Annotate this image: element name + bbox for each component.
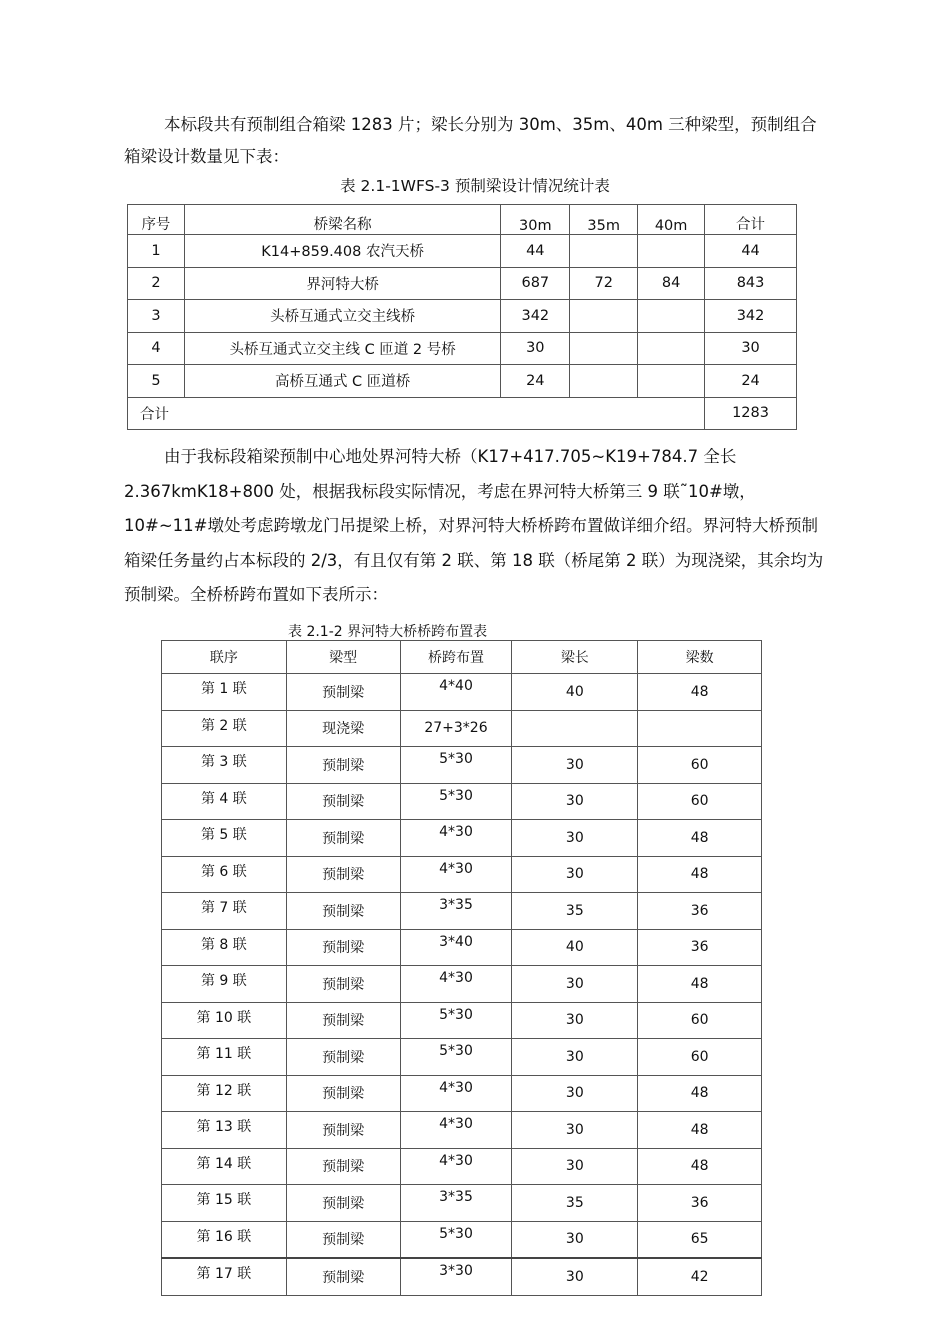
table2-cell: 第 3 联 bbox=[162, 747, 287, 784]
table1-cell: 头桥互通式立交主线 C 匝道 2 号桥 bbox=[184, 332, 500, 365]
table2-cell: 5*30 bbox=[400, 747, 512, 784]
table1-cell bbox=[570, 235, 638, 268]
table2-cell: 4*30 bbox=[400, 856, 512, 893]
table2-cell: 30 bbox=[512, 747, 638, 784]
table2-cell bbox=[638, 710, 762, 747]
table2-cell: 30 bbox=[512, 820, 638, 857]
table2-cell: 30 bbox=[512, 1258, 638, 1295]
table2-cell: 60 bbox=[638, 1002, 762, 1039]
table1-cell: 4 bbox=[128, 332, 185, 365]
table2-cell: 预制梁 bbox=[286, 893, 400, 930]
table1-cell: 44 bbox=[705, 235, 797, 268]
table2-cell: 预制梁 bbox=[286, 820, 400, 857]
table2-cell: 48 bbox=[638, 1112, 762, 1149]
table2-cell: 预制梁 bbox=[286, 1075, 400, 1112]
table2-header-cell: 联序 bbox=[162, 641, 287, 674]
table1-cell bbox=[570, 365, 638, 398]
table2-cell: 48 bbox=[638, 1148, 762, 1185]
table1-cell bbox=[570, 332, 638, 365]
table2-cell: 4*30 bbox=[400, 1112, 512, 1149]
table1-cell: 界河特大桥 bbox=[184, 267, 500, 300]
table1-header-cell: 桥梁名称 bbox=[184, 205, 500, 235]
table1-cell: 342 bbox=[705, 300, 797, 333]
table2-header-row bbox=[162, 641, 762, 674]
table2-cell: 预制梁 bbox=[286, 1039, 400, 1076]
table2-cell: 48 bbox=[638, 820, 762, 857]
table2-cell: 预制梁 bbox=[286, 1148, 400, 1185]
table2-row bbox=[162, 674, 762, 711]
table1-cell: 72 bbox=[570, 267, 638, 300]
table2-cell: 预制梁 bbox=[286, 783, 400, 820]
table1-cell: 5 bbox=[128, 365, 185, 398]
table2-row bbox=[162, 1075, 762, 1112]
table2-row bbox=[162, 783, 762, 820]
table1-cell: K14+859.408 农汽天桥 bbox=[184, 235, 500, 268]
table2-cell: 4*40 bbox=[400, 674, 512, 711]
table2-caption: 表 2.1-2 界河特大桥桥跨布置表 bbox=[288, 624, 488, 640]
table1-cell bbox=[638, 235, 705, 268]
table2-cell: 30 bbox=[512, 1148, 638, 1185]
table2-cell: 预制梁 bbox=[286, 1002, 400, 1039]
table2-header-cell: 梁数 bbox=[638, 641, 762, 674]
table2-row bbox=[162, 856, 762, 893]
table2-cell: 60 bbox=[638, 747, 762, 784]
table2-cell: 第 5 联 bbox=[162, 820, 287, 857]
table2-cell: 48 bbox=[638, 856, 762, 893]
body-paragraph: 由于我标段箱梁预制中心地处界河特大桥（K17+417.705~K19+784.7 全长 2.367kmK18+800 处，根据我标段实际情况，考虑在界河特大桥第三 9 联˜10#墩，10#~11#墩处考虑跨墩龙门吊提梁上桥，对界河特大桥桥跨布置做详细介绍。界河特大桥预制箱梁任务量约占本标段的 2/3，有且仅有第 2 联、第 18 联（桥尾第 2 联）为现浇梁，其余均为预制梁。全桥桥跨布置如下表所示： bbox=[124, 447, 824, 604]
table2-cell: 35 bbox=[512, 1185, 638, 1222]
table1-cell bbox=[638, 300, 705, 333]
table2-cell: 65 bbox=[638, 1221, 762, 1258]
table2-cell: 5*30 bbox=[400, 1039, 512, 1076]
table1-cell: 843 bbox=[705, 267, 797, 300]
table2-cell: 4*30 bbox=[400, 820, 512, 857]
table2-cell: 预制梁 bbox=[286, 674, 400, 711]
table1-cell: 30 bbox=[501, 332, 570, 365]
table2-cell bbox=[512, 710, 638, 747]
table1-row bbox=[128, 267, 797, 300]
table2-cell: 现浇梁 bbox=[286, 710, 400, 747]
table1-header-cell: 合计 bbox=[705, 205, 797, 235]
table2-cell: 第 17 联 bbox=[162, 1258, 287, 1295]
table2-header-cell: 桥跨布置 bbox=[400, 641, 512, 674]
table2-cell: 42 bbox=[638, 1258, 762, 1295]
table2-cell: 第 16 联 bbox=[162, 1221, 287, 1258]
table2-cell: 预制梁 bbox=[286, 1185, 400, 1222]
table1-row bbox=[128, 365, 797, 398]
table2-row bbox=[162, 929, 762, 966]
table1-cell bbox=[570, 300, 638, 333]
table2-cell: 第 12 联 bbox=[162, 1075, 287, 1112]
table1-cell: 44 bbox=[501, 235, 570, 268]
table2-cell: 第 10 联 bbox=[162, 1002, 287, 1039]
table1-total-value: 1283 bbox=[705, 397, 797, 430]
table1-cell: 687 bbox=[501, 267, 570, 300]
table2-cell: 4*30 bbox=[400, 966, 512, 1003]
table2-cell: 30 bbox=[512, 856, 638, 893]
table1-header-row bbox=[128, 205, 797, 235]
table1-cell: 高桥互通式 C 匝道桥 bbox=[184, 365, 500, 398]
table2-row bbox=[162, 1185, 762, 1222]
table2-row bbox=[162, 710, 762, 747]
table1-cell bbox=[638, 365, 705, 398]
table2-row bbox=[162, 1002, 762, 1039]
table1-cell: 头桥互通式立交主线桥 bbox=[184, 300, 500, 333]
table2-cell: 预制梁 bbox=[286, 966, 400, 1003]
table2-cell: 48 bbox=[638, 1075, 762, 1112]
table2-cell: 第 15 联 bbox=[162, 1185, 287, 1222]
table2-cell: 5*30 bbox=[400, 1002, 512, 1039]
table1-total-row bbox=[128, 397, 797, 430]
table2-cell: 第 13 联 bbox=[162, 1112, 287, 1149]
table2-cell: 预制梁 bbox=[286, 856, 400, 893]
table2-row bbox=[162, 966, 762, 1003]
table1-cell: 1 bbox=[128, 235, 185, 268]
intro-paragraph: 本标段共有预制组合箱梁 1283 片；梁长分别为 30m、35m、40m 三种梁型，预制组合箱梁设计数量见下表： bbox=[124, 115, 817, 166]
table2-cell: 第 11 联 bbox=[162, 1039, 287, 1076]
table1-cell: 24 bbox=[705, 365, 797, 398]
beam-design-table bbox=[127, 204, 797, 430]
table1-row bbox=[128, 300, 797, 333]
table2-cell: 3*35 bbox=[400, 1185, 512, 1222]
table2-header-cell: 梁型 bbox=[286, 641, 400, 674]
table2-cell: 第 9 联 bbox=[162, 966, 287, 1003]
table2-row bbox=[162, 893, 762, 930]
table2-cell: 30 bbox=[512, 966, 638, 1003]
table1-header-cell: 30m bbox=[501, 205, 570, 235]
table2-cell: 第 14 联 bbox=[162, 1148, 287, 1185]
table2-cell: 48 bbox=[638, 966, 762, 1003]
table2-row bbox=[162, 1221, 762, 1258]
table2-cell: 预制梁 bbox=[286, 747, 400, 784]
table1-cell: 2 bbox=[128, 267, 185, 300]
table1-caption: 表 2.1-1WFS-3 预制梁设计情况统计表 bbox=[340, 177, 610, 195]
table1-header-cell: 40m bbox=[638, 205, 705, 235]
table2-cell: 60 bbox=[638, 783, 762, 820]
table2-cell: 5*30 bbox=[400, 1221, 512, 1258]
table1-total-label: 合计 bbox=[128, 397, 705, 430]
table1-cell: 342 bbox=[501, 300, 570, 333]
table1-cell: 24 bbox=[501, 365, 570, 398]
table1-cell: 30 bbox=[705, 332, 797, 365]
table2-cell: 第 6 联 bbox=[162, 856, 287, 893]
table2-cell: 60 bbox=[638, 1039, 762, 1076]
table2-cell: 36 bbox=[638, 929, 762, 966]
table1-row bbox=[128, 235, 797, 268]
table2-cell: 4*30 bbox=[400, 1075, 512, 1112]
table1-header-cell: 序号 bbox=[128, 205, 185, 235]
table2-header-cell: 梁长 bbox=[512, 641, 638, 674]
span-layout-table bbox=[161, 640, 762, 1296]
table2-cell: 预制梁 bbox=[286, 1112, 400, 1149]
table2-cell: 27+3*26 bbox=[400, 710, 512, 747]
table2-row bbox=[162, 1039, 762, 1076]
table2-cell: 40 bbox=[512, 674, 638, 711]
table2-cell: 第 2 联 bbox=[162, 710, 287, 747]
table2-cell: 48 bbox=[638, 674, 762, 711]
table2-cell: 预制梁 bbox=[286, 929, 400, 966]
table2-row bbox=[162, 820, 762, 857]
table2-cell: 第 7 联 bbox=[162, 893, 287, 930]
table2-cell: 30 bbox=[512, 1039, 638, 1076]
table2-cell: 4*30 bbox=[400, 1148, 512, 1185]
table1-cell bbox=[638, 332, 705, 365]
table1-row bbox=[128, 332, 797, 365]
table2-cell: 36 bbox=[638, 893, 762, 930]
table1-cell: 84 bbox=[638, 267, 705, 300]
table2-cell: 30 bbox=[512, 1112, 638, 1149]
table2-cell: 3*35 bbox=[400, 893, 512, 930]
table2-cell: 3*30 bbox=[400, 1258, 512, 1295]
table2-cell: 30 bbox=[512, 783, 638, 820]
table2-cell: 30 bbox=[512, 1002, 638, 1039]
table2-cell: 30 bbox=[512, 1221, 638, 1258]
table2-cell: 预制梁 bbox=[286, 1221, 400, 1258]
table2-cell: 3*40 bbox=[400, 929, 512, 966]
table2-cell: 第 4 联 bbox=[162, 783, 287, 820]
table2-cell: 30 bbox=[512, 1075, 638, 1112]
table2-cell: 预制梁 bbox=[286, 1258, 400, 1295]
table2-cell: 第 1 联 bbox=[162, 674, 287, 711]
table2-row bbox=[162, 747, 762, 784]
table1-cell: 3 bbox=[128, 300, 185, 333]
table2-row bbox=[162, 1258, 762, 1295]
table1-header-cell: 35m bbox=[570, 205, 638, 235]
table2-cell: 5*30 bbox=[400, 783, 512, 820]
table2-cell: 36 bbox=[638, 1185, 762, 1222]
table2-row bbox=[162, 1148, 762, 1185]
table2-cell: 35 bbox=[512, 893, 638, 930]
table2-row bbox=[162, 1112, 762, 1149]
table2-cell: 第 8 联 bbox=[162, 929, 287, 966]
table2-cell: 40 bbox=[512, 929, 638, 966]
